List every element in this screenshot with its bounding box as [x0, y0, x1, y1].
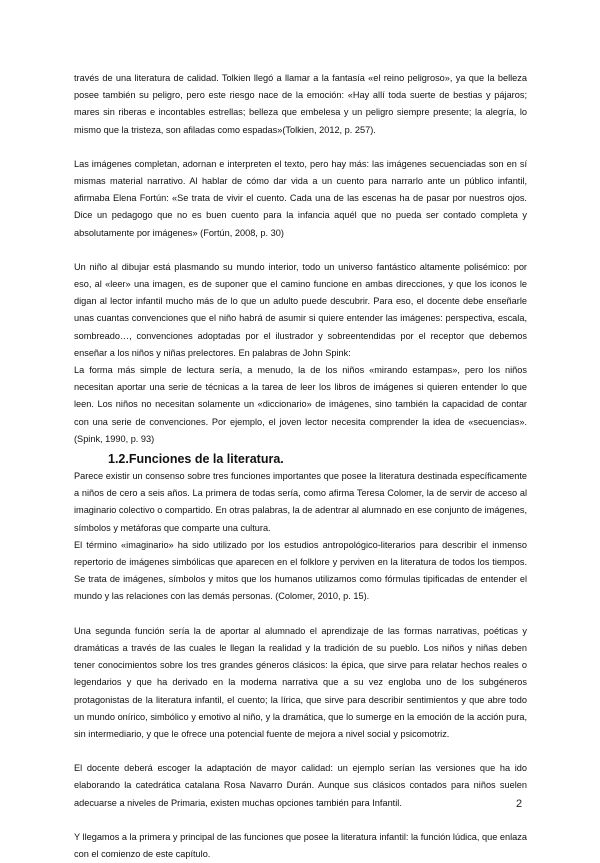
section-heading: 1.2.Funciones de la literatura.	[108, 452, 284, 467]
paragraph-second-function: Una segunda función sería la de aportar al alumnado el aprendizaje de las formas narrativas, poéticas y dramáticas a través de las cuales le llegan la realidad y la tradición de su pueblo. Los niños y niñas deben tener conocimientos sobre los tres grandes géneros clásicos: la épica, que sirve para relatar hechos reales o legendarios y que ha derivado en la moderna narrativa que a su vez engloba uno de los subgéneros protagonistas de la literatura infantil, el cuento; la lírica, que sirve para describir sentimientos y que abre todo un mundo onírico, simbólico y emotivo al niño, y la dramática, que lo sumerge en la emoción de la acción pura, sin intermediario, y que le ofrece una potencial fuente de mejora a nivel social y psicomotriz.	[74, 625, 527, 739]
page-body	[74, 70, 527, 863]
paragraph-child-drawing: Un niño al dibujar está plasmando su mundo interior, todo un universo fantástico altamente polisémico: por eso, al «leer» una imagen, es de suponer que el camino funcione en ambas direcciones, y que los iconos le digan al lector infantil mucho más de lo que un adulto puede descubrir. Para eso, el docente debe enseñarle unas cuantas convenciones que el niño habrá de asumir si quiere entender las imágenes: perspectiva, escala, sombreado…, convenciones adoptadas por el ilustrador y sobreentendidas por el receptor que debemos enseñar a los niños y niñas prelectores. En palabras de John Spink:	[74, 261, 527, 358]
paragraph-images: Las imágenes completan, adornan e interpreten el texto, pero hay más: las imágenes secuenciadas son en sí mismas material narrativo. Al hablar de cómo dar vida a un cuento para narrarlo ante un público infantil, afirmaba Elena Fortún: «Se trata de vivir el cuento. Cada una de las escenas ha de pasar por nuestros ojos. Dice un pedagogo que no es buen cuento para la infancia aquél que no pueda ser contado completa y absolutamente por imágenes» (Fortún, 2008, p. 30)	[74, 158, 527, 238]
quote-spink: La forma más simple de lectura sería, a menudo, la de los niños «mirando estampas», pero los niños necesitan aportar una serie de técnicas a la tarea de leer los libros de imágenes si quieren entender lo que leen. Los niños no necesitan solamente un «diccionario» de imágenes, sino también la capacidad de contar con una serie de convenciones. Por ejemplo, el joven lector necesita comprender la idea de «secuencias». (Spink, 1990, p. 93)	[74, 365, 527, 444]
paragraph-tolkien: través de una literatura de calidad. Tolkien llegó a llamar a la fantasía «el reino peligroso», ya que la belleza posee también su peligro, pero este riesgo nace de la emoción: «Hay allí toda suerte de bestias y pájaros; mares sin riberas e incontables estrellas; belleza que embelesa y un peligro siempre presente; la alegría, lo mismo que la tristeza, son afiladas como espadas»(Tolkien, 2012, p. 257).	[74, 73, 527, 135]
paragraph-ludic-function: Y llegamos a la primera y principal de las funciones que posee la literatura infantil: la función lúdica, que enlaza con el comienzo de este capítulo.	[74, 831, 527, 859]
quote-colomer: El término «imaginario» ha sido utilizado por los estudios antropológico-literarios para describir el inmenso repertorio de imágenes simbólicas que aparecen en el folklore y perviven en la literatura de todos los tiempos. Se trata de imágenes, símbolos y mitos que los humanos utilizamos como fórmulas tipificadas de entender el mundo y las relaciones con las demás personas. (Colomer, 2010, p. 15).	[74, 539, 527, 602]
page-number: 2	[516, 798, 523, 810]
paragraph-teacher: El docente deberá escoger la adaptación de mayor calidad: un ejemplo serían las versiones que ha ido elaborando la catedrática catalana Rosa Navarro Durán. Aunque sus clásicos contados para niños suelen adecuarse a niveles de Primaria, existen muchas opciones también para Infantil.	[74, 763, 527, 808]
paragraph-consensus: Parece existir un consenso sobre tres funciones importantes que posee la literatura destinada específicamente a niños de cero a seis años. La primera de todas sería, como afirma Teresa Colomer, la de servir de acceso al imaginario colectivo o compartido. En otras palabras, la de adentrar al alumnado en ese conjunto de imágenes, símbolos y metáforas que comparte una cultura.	[74, 471, 528, 533]
